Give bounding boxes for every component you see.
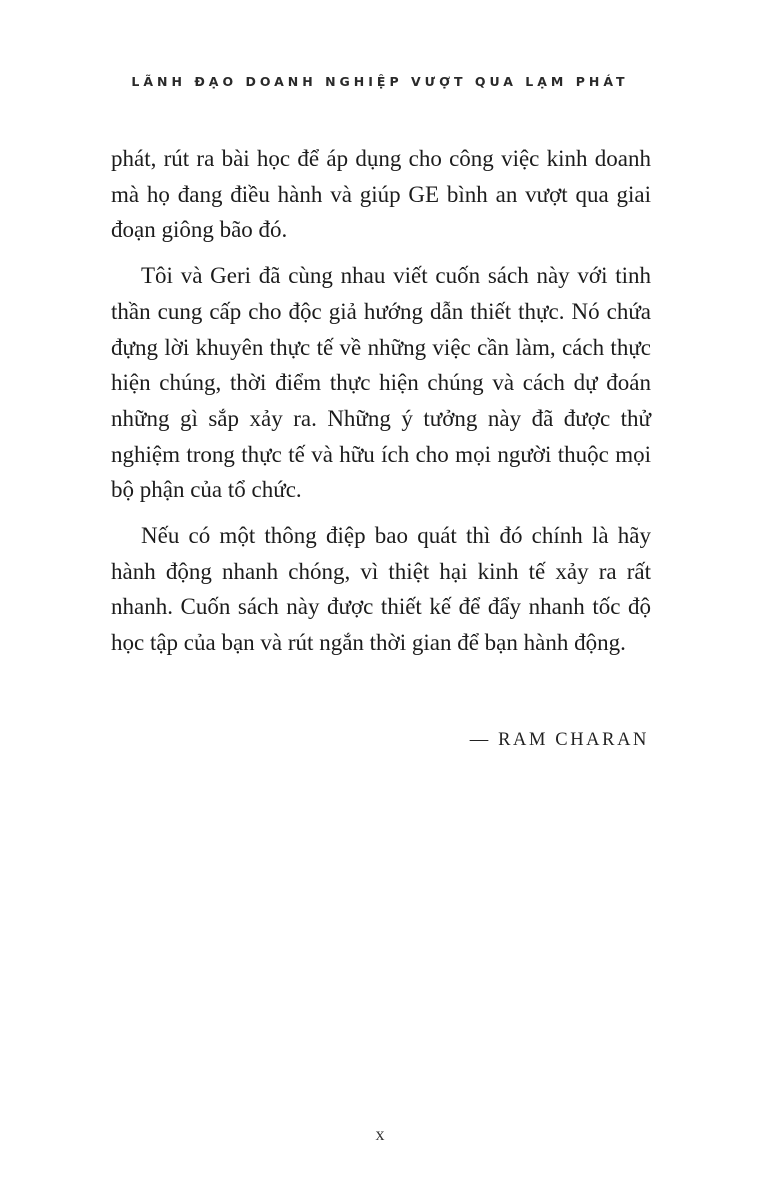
- author-signature: — RAM CHARAN: [469, 730, 649, 750]
- paragraph-continued: phát, rút ra bài học để áp dụng cho công việc kinh doanh mà họ đang điều hành và giúp GE bình an vượt qua giai đoạn giông bão đó.: [111, 146, 651, 243]
- page-number: x: [375, 1124, 385, 1144]
- paragraph: Tôi và Geri đã cùng nhau viết cuốn sách này với tinh thần cung cấp cho độc giả hướng dẫn thiết thực. Nó chứa đựng lời khuyên thực tế về những việc cần làm, cách thực hiện chúng, thời điểm thực hiện chúng và cách dự đoán những gì sắp xảy ra. Những ý tưởng này đã được thử nghiệm trong thực tế và hữu ích cho mọi người thuộc mọi bộ phận của tổ chức.: [111, 263, 651, 503]
- paragraph: Nếu có một thông điệp bao quát thì đó chính là hãy hành động nhanh chóng, vì thiệt hại kinh tế xảy ra rất nhanh. Cuốn sách này được thiết kế để đẩy nhanh tốc độ học tập của bạn và rút ngắn thời gian để bạn hành động.: [111, 523, 651, 656]
- running-header: LÃNH ĐẠO DOANH NGHIỆP VƯỢT QUA LẠM PHÁT: [131, 74, 629, 89]
- body-text: [111, 141, 651, 671]
